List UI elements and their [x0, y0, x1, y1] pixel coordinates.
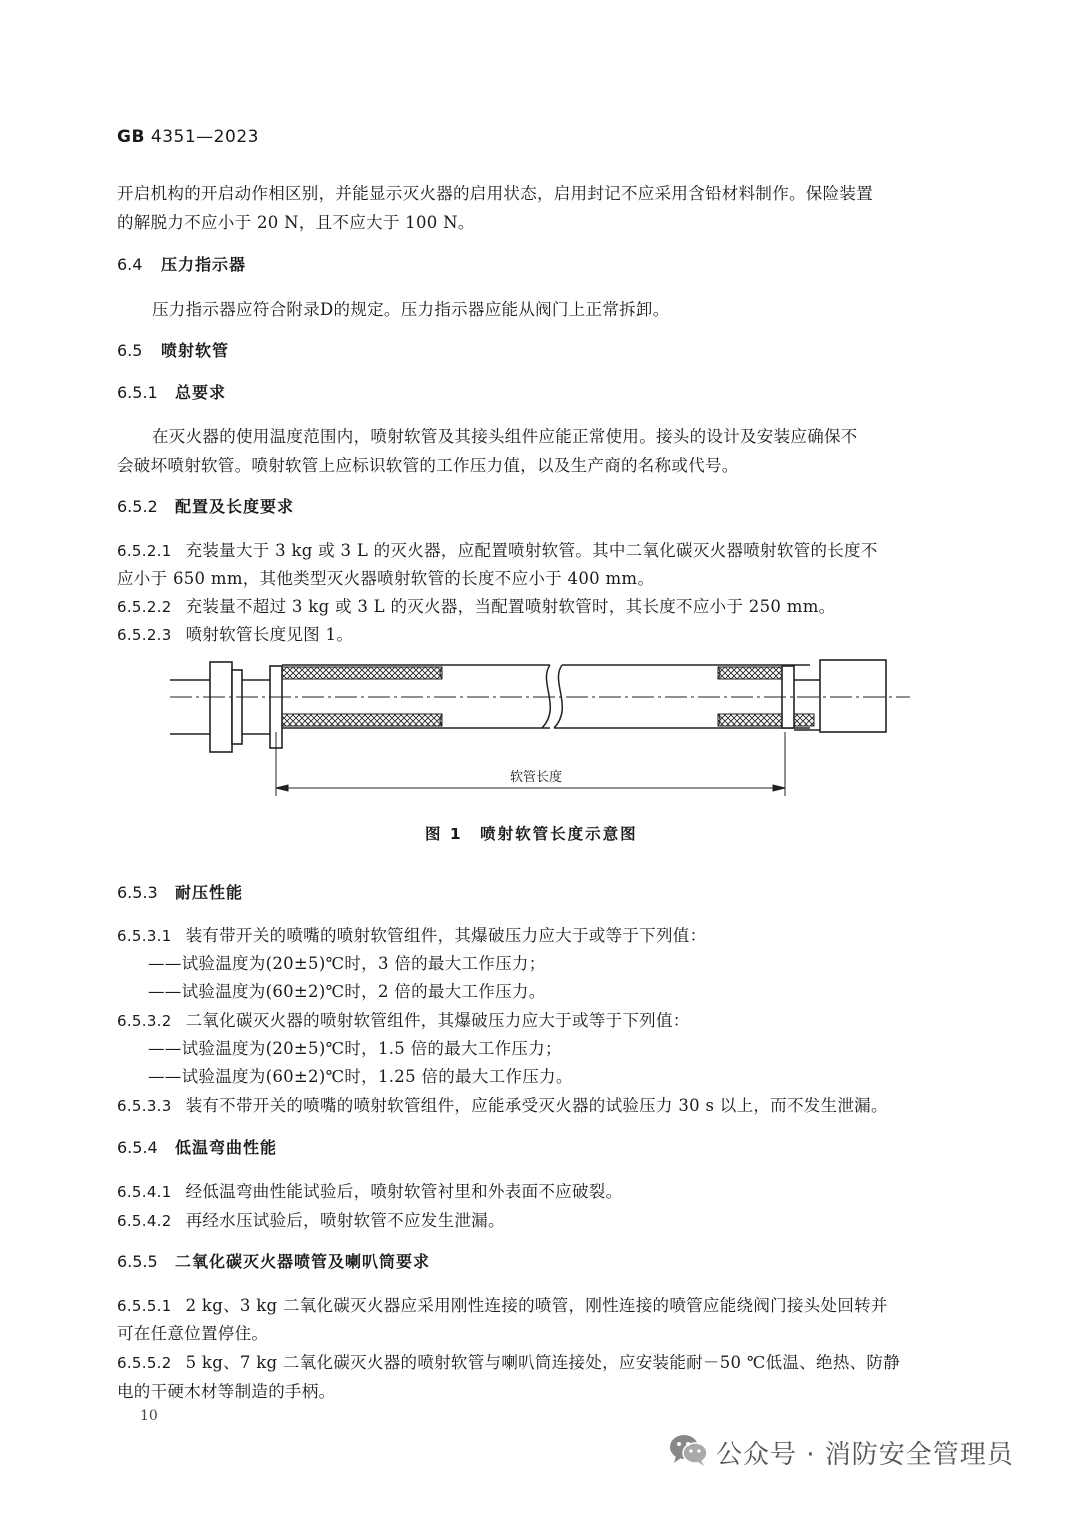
standard-number: GB 4351—2023	[117, 127, 259, 147]
section-heading-6-5: 6.5 喷射软管	[117, 341, 230, 360]
section-heading-6-5-5: 6.5.5 二氧化碳灭火器喷管及喇叭筒要求	[117, 1252, 431, 1271]
section-heading-6-5-1: 6.5.1 总要求	[117, 383, 227, 402]
intro-line-2: 的解脱力不应小于 20 N，且不应大于 100 N。	[117, 213, 475, 232]
list-item: ——试验温度为(20±5)℃时，1.5 倍的最大工作压力；	[148, 1039, 562, 1058]
section-6-5-1-line-1: 在灭火器的使用温度范围内，喷射软管及其接头组件应能正常使用。接头的设计及安装应确保不	[152, 427, 858, 446]
clause-6-5-3-2: 6.5.3.2 二氧化碳灭火器的喷射软管组件，其爆破压力应大于或等于下列值：	[117, 1011, 690, 1030]
section-heading-6-5-2: 6.5.2 配置及长度要求	[117, 497, 295, 516]
clause-6-5-2-1-cont: 应小于 650 mm，其他类型灭火器喷射软管的长度不应小于 400 mm。	[117, 569, 655, 588]
section-6-4-body: 压力指示器应符合附录D的规定。压力指示器应能从阀门上正常拆卸。	[152, 300, 670, 319]
section-heading-6-5-4: 6.5.4 低温弯曲性能	[117, 1138, 278, 1157]
dimension-label: 软管长度	[510, 770, 563, 785]
clause-6-5-2-3: 6.5.2.3 喷射软管长度见图 1。	[117, 625, 354, 644]
clause-6-5-2-2: 6.5.2.2 充装量不超过 3 kg 或 3 L 的灭火器，当配置喷射软管时，其长度不应小于 250 mm。	[117, 597, 836, 616]
clause-6-5-5-2: 6.5.5.2 5 kg、7 kg 二氧化碳灭火器的喷射软管与喇叭筒连接处，应安装能耐－50 ℃低温、绝热、防静	[117, 1353, 901, 1372]
watermark-text: 公众号 · 消防安全管理员	[716, 1440, 1014, 1470]
page-number: 10	[140, 1408, 158, 1424]
left-coupling	[170, 662, 282, 752]
section-heading-6-4: 6.4 压力指示器	[117, 255, 247, 274]
intro-line-1: 开启机构的开启动作相区别，并能显示灭火器的启用状态，启用封记不应采用含铅材料制作。保险装置	[117, 184, 873, 203]
list-item: ——试验温度为(20±5)℃时，3 倍的最大工作压力；	[148, 954, 546, 973]
dimension-line	[276, 732, 785, 796]
section-heading-6-5-3: 6.5.3 耐压性能	[117, 883, 244, 902]
clause-6-5-5-1: 6.5.5.1 2 kg、3 kg 二氧化碳灭火器应采用刚性连接的喷管，刚性连接的喷管应能绕阀门接头处回转并	[117, 1296, 888, 1315]
figure-caption: 图 1 喷射软管长度示意图	[425, 825, 638, 843]
clause-6-5-3-1: 6.5.3.1 装有带开关的喷嘴的喷射软管组件，其爆破压力应大于或等于下列值：	[117, 926, 707, 945]
list-item: ——试验温度为(60±2)℃时，1.25 倍的最大工作压力。	[148, 1067, 573, 1086]
clause-6-5-4-1: 6.5.4.1 经低温弯曲性能试验后，喷射软管衬里和外表面不应破裂。	[117, 1182, 623, 1201]
clause-6-5-3-3: 6.5.3.3 装有不带开关的喷嘴的喷射软管组件，应能承受灭火器的试验压力 30 s 以上，而不发生泄漏。	[117, 1096, 888, 1115]
wechat-icon	[668, 1432, 710, 1468]
section-6-5-1-line-2: 会破坏喷射软管。喷射软管上应标识软管的工作压力值，以及生产商的名称或代号。	[117, 456, 739, 475]
list-item: ——试验温度为(60±2)℃时，2 倍的最大工作压力。	[148, 982, 546, 1001]
clause-6-5-5-2-cont: 电的干硬木材等制造的手柄。	[117, 1382, 336, 1401]
clause-6-5-4-2: 6.5.4.2 再经水压试验后，喷射软管不应发生泄漏。	[117, 1211, 505, 1230]
clause-6-5-2-1: 6.5.2.1 充装量大于 3 kg 或 3 L 的灭火器，应配置喷射软管。其中二氧化碳灭火器喷射软管的长度不	[117, 541, 878, 560]
clause-6-5-5-1-cont: 可在任意位置停住。	[117, 1324, 269, 1343]
